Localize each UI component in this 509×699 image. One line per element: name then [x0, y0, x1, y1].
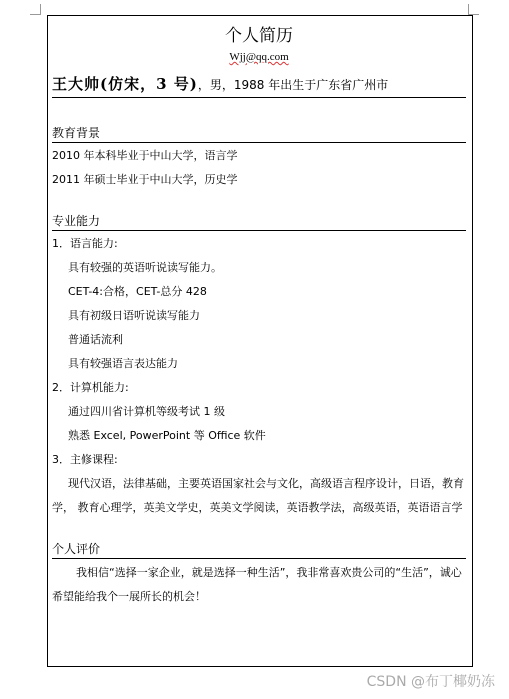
skill-item: 通过四川省计算机等级考试 1 级: [68, 405, 225, 418]
skill-item: 具有初级日语听说读写能力: [68, 309, 200, 322]
section-title-evaluation: 个人评价: [52, 540, 466, 559]
education-item: 2011 年硕士毕业于中山大学，历史学: [52, 173, 238, 186]
skill-item: 熟悉 Excel, PowerPoint 等 Office 软件: [68, 429, 266, 442]
person-info: ，男，1988 年出生于广东省广州市: [197, 78, 389, 92]
cet-text: CET-4:合格，CET-总分 428: [68, 285, 207, 298]
skill-heading-language: 1．语言能力:: [52, 237, 118, 250]
watermark: CSDN @布丁椰奶冻: [366, 674, 495, 690]
skill-heading-computer: 2．计算机能力:: [52, 381, 129, 394]
resume-title: 个人简历: [225, 26, 293, 46]
resume-page: [47, 15, 473, 667]
crop-mark-top-right: [468, 4, 479, 15]
email: Wjj@qq.com: [229, 51, 289, 63]
name-line: [52, 73, 466, 98]
evaluation-text: 我相信“选择一家企业，就是选择一种生活”，我非常喜欢贵公司的“生活”，诚心希望能给我个一展所长的机会！: [52, 566, 462, 603]
section-title-skills: 专业能力: [52, 212, 466, 231]
skill-heading-courses: 3．主修课程:: [52, 453, 118, 466]
skill-item: 具有较强的英语听说读写能力。: [68, 261, 222, 274]
skill-item: [52, 280, 466, 304]
section-title-education: 教育背景: [52, 124, 466, 143]
person-name: 王大帅(仿宋，3 号): [52, 75, 198, 93]
skill-item: 普通话流利: [68, 333, 123, 346]
education-item: 2010 年本科毕业于中山大学，语言学: [52, 149, 238, 162]
resume-content: [52, 16, 466, 609]
skill-item: 具有较强语言表达能力: [68, 357, 178, 370]
crop-mark-top-left: [30, 4, 41, 15]
courses-text: 现代汉语，法律基础，主要英语国家社会与文化，高级语言程序设计，日语，教育学， 教育心理学，英美文学史，英美文学阅读，英语教学法，高级英语，英语语言学: [52, 477, 464, 514]
